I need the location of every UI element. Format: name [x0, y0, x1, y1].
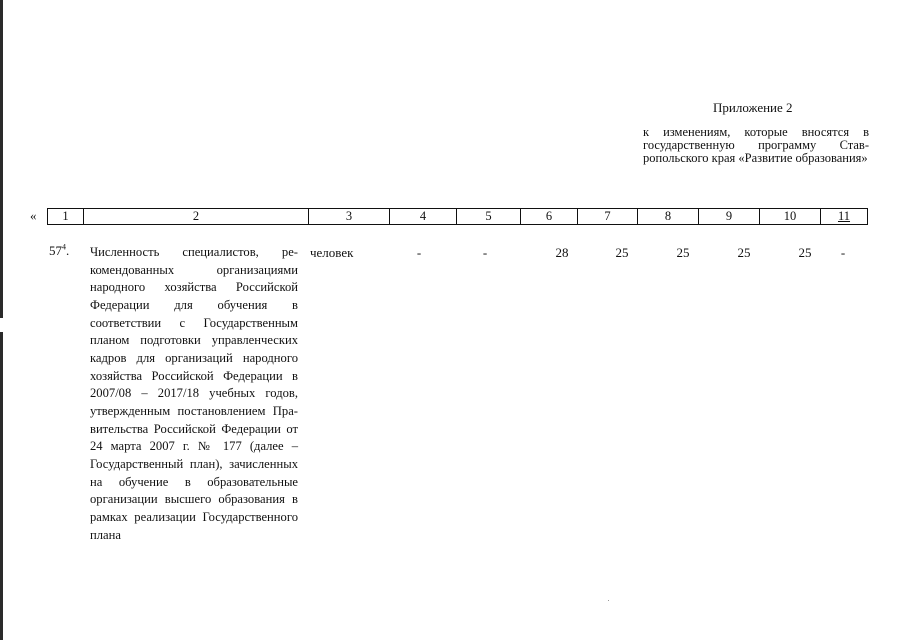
value-col-11: -	[840, 245, 846, 260]
row-number-superscript: 4	[62, 242, 66, 252]
column-number-7: 7	[578, 209, 638, 225]
unit-cell: человек	[310, 245, 354, 260]
value-col-10: 25	[798, 245, 812, 260]
appendix-title: Приложение 2	[713, 100, 793, 115]
column-number-11: 11	[821, 209, 868, 225]
value-col-4: -	[416, 245, 422, 260]
row-number-main: 57	[49, 243, 62, 258]
column-number-2: 2	[84, 209, 309, 225]
page-edge-gap	[0, 318, 3, 332]
value-col-9: 25	[737, 245, 751, 260]
row-number-suffix: .	[66, 243, 70, 258]
value-col-5: -	[482, 245, 488, 260]
column-number-header	[47, 208, 868, 225]
indicator-description: Численность специалистов, рекомендованных организациями народного хозяйства Российской Федерации для обучения в соответствии с Государственным планом подготовки управленческих кадров для организаций народного хозяйства Российской Федерации в 2007/08 – 2017/18 учебных годов, утвержденным постановлением Правительства Российской Федерации от 24 марта 2007 г. № 177 (далее – Государственный план), зачисленных на обучение в образовательные организации высшего образования в рамках реализации Государственного плана	[90, 245, 298, 542]
appendix-subtitle: к изменениям, которые вносятся в государственную программу Ставропольского края «Развитие образования»	[643, 125, 869, 165]
column-number-8: 8	[638, 209, 699, 225]
column-number-4: 4	[390, 209, 457, 225]
column-number-5: 5	[457, 209, 521, 225]
column-number-6: 6	[521, 209, 578, 225]
value-col-7: 25	[615, 245, 629, 260]
row-number	[49, 242, 69, 259]
column-number-3: 3	[309, 209, 390, 225]
scan-speck	[608, 600, 609, 601]
opening-quote: «	[30, 208, 37, 223]
value-col-8: 25	[676, 245, 690, 260]
value-col-6: 28	[555, 245, 569, 260]
column-number-10: 10	[760, 209, 821, 225]
column-number-1: 1	[48, 209, 84, 225]
column-number-9: 9	[699, 209, 760, 225]
